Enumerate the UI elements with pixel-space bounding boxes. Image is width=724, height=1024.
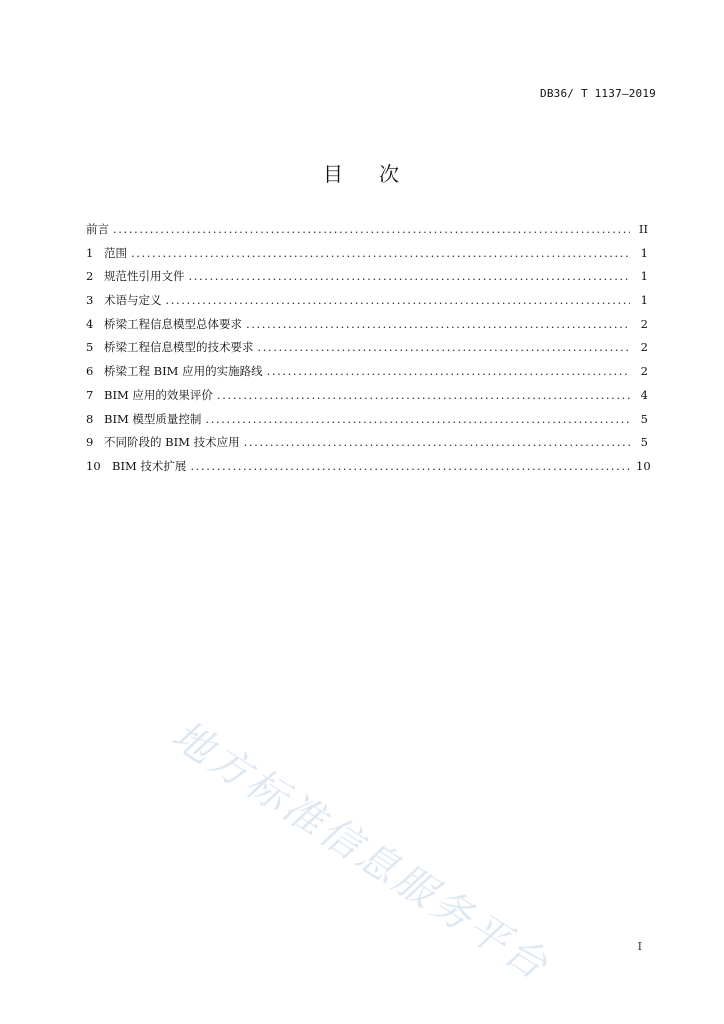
toc-leader-dots: [190, 455, 630, 479]
toc-leader-dots: [217, 384, 630, 408]
toc-entry-4[interactable]: [86, 313, 648, 337]
toc-entry-page: 2: [640, 316, 648, 331]
toc-entry-label: 桥梁工程 BIM 应用的实施路线: [104, 364, 263, 379]
toc-entry-page: 2: [640, 364, 648, 379]
toc-leader-dots: [189, 265, 631, 289]
toc-title-char-1: 目: [323, 162, 345, 186]
toc-leader-dots: [166, 289, 631, 313]
toc-entry-label: 规范性引用文件: [104, 269, 185, 284]
toc-entry-label: 桥梁工程信息模型总体要求: [104, 316, 242, 331]
toc-entry-page: 1: [640, 293, 648, 308]
toc-entry-label: 范围: [104, 245, 127, 260]
toc-entry-number: 7: [86, 387, 94, 402]
toc-entry-6[interactable]: [86, 360, 648, 384]
toc-entry-number: 2: [86, 269, 94, 284]
toc-leader-dots: [205, 408, 630, 432]
toc-entry-number: 4: [86, 316, 94, 331]
toc-entry-2[interactable]: [86, 265, 648, 289]
toc-entry-label: 桥梁工程信息模型的技术要求: [104, 340, 254, 355]
toc-leader-dots: [258, 336, 631, 360]
toc-leader-dots: [113, 218, 630, 242]
toc-title: [0, 158, 724, 187]
toc-leader-dots: [131, 242, 630, 266]
toc-entry-label: BIM 技术扩展: [112, 458, 187, 473]
document-code: DB36/ T 1137—2019: [540, 87, 656, 100]
toc-entry-page: 1: [640, 245, 648, 260]
toc-entry-page: 5: [640, 411, 648, 426]
toc-entry-number: 1: [86, 245, 94, 260]
toc-leader-dots: [267, 360, 630, 384]
toc-entry-page: 5: [640, 435, 648, 450]
toc-entry-page: II: [638, 222, 648, 236]
toc-entry-label: BIM 模型质量控制: [104, 411, 202, 426]
toc-entry-1[interactable]: [86, 242, 648, 266]
toc-entry-page: 2: [640, 340, 648, 355]
toc-entry-label: 术语与定义: [104, 293, 162, 308]
toc-entry-9[interactable]: [86, 431, 648, 455]
toc-entry-label: 前言: [86, 222, 109, 236]
toc-entry-label: BIM 应用的效果评价: [104, 387, 213, 402]
toc-entry-number: 9: [86, 435, 94, 450]
toc-entry-label: 不同阶段的 BIM 技术应用: [104, 435, 240, 450]
toc-entry-number: 10: [86, 458, 101, 473]
toc-entry-page: 4: [640, 387, 648, 402]
toc-entry-number: 3: [86, 293, 94, 308]
toc-leader-dots: [244, 431, 630, 455]
toc-entry-page: 1: [640, 269, 648, 284]
toc-leader-dots: [246, 313, 630, 337]
toc-entry-number: 5: [86, 340, 94, 355]
toc-entry-3[interactable]: [86, 289, 648, 313]
toc-entry-5[interactable]: [86, 336, 648, 360]
toc-entry-number: 8: [86, 411, 94, 426]
toc-entry-10[interactable]: [86, 455, 651, 479]
watermark: 地方标准信息服务平台: [163, 712, 558, 991]
page-number: I: [637, 940, 642, 953]
table-of-contents: [86, 218, 651, 479]
toc-title-char-2: 次: [379, 162, 401, 186]
toc-entry-foreword[interactable]: [86, 218, 648, 242]
toc-entry-7[interactable]: [86, 384, 648, 408]
toc-entry-page: 10: [636, 458, 651, 473]
toc-entry-number: 6: [86, 364, 94, 379]
toc-entry-8[interactable]: [86, 408, 648, 432]
